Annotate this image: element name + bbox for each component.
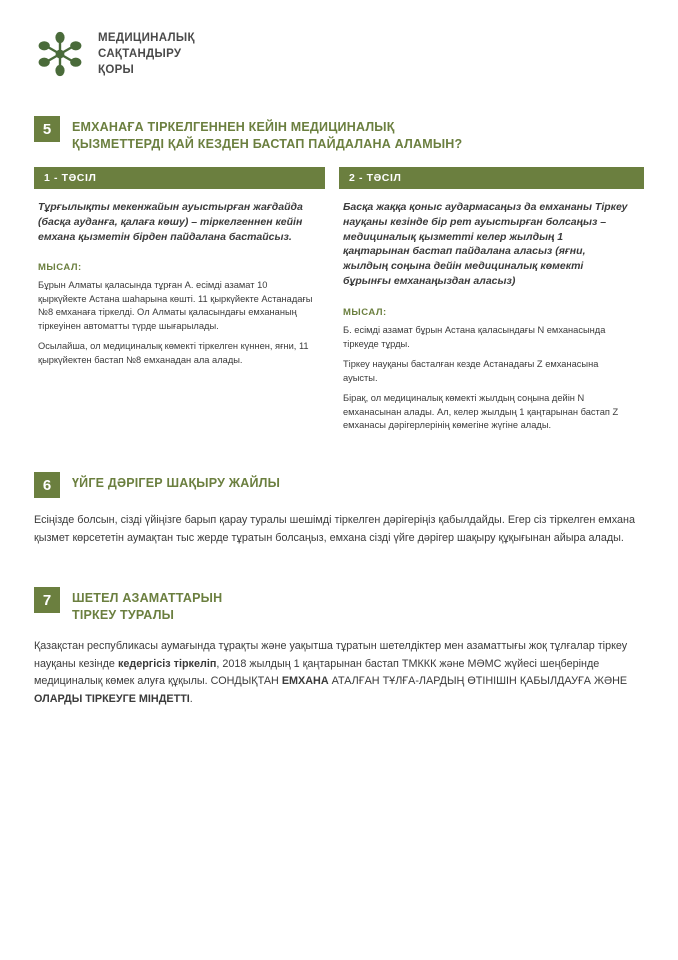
section-5-title-line-2: ҚЫЗМЕТТЕРДІ ҚАЙ КЕЗДЕН БАСТАП ПАЙДАЛАНА АЛАМЫН? [72,136,463,151]
methods-table [34,167,644,433]
logo-line-1: МЕДИЦИНАЛЫҚ [98,31,195,44]
snowflake-logo-icon [34,28,86,80]
method-2-example-paragraph: Бірақ, ол медициналық көмекті жылдың соңына дейін N емханасынан алады. Ал, келер жылдың 1 қаңтарынан бастап Z емханасы дәрігерлерінің көмегіне жүгіне алады. [343,393,619,430]
body-text: . [189,692,193,705]
section-5-title [72,116,462,153]
section-5-header [34,116,644,153]
method-1-example-label: МЫСАЛ: [38,262,82,274]
section-7-title-line-1: ШЕТЕЛ АЗАМАТТАРЫН [72,591,223,606]
method-2-label: 2 - ТӘСІЛ [339,167,644,189]
method-1-text: Тұрғылықты мекенжайын ауыстырған жағдайда (басқа ауданға, қалаға көшу) – тіркелгеннен кейін емхана қызметін бірден пайдалана бастайсыз. [38,200,303,243]
method-2-example-paragraph: Б. есімді азамат бұрын Астана қаласындағы N емханасында тіркеуде тұрды. [343,325,606,349]
section-7 [34,587,644,708]
section-6-header [34,472,644,498]
logo-wordmark [98,30,195,79]
method-1-label: 1 - ТӘСІЛ [34,167,325,189]
logo-line-3: ҚОРЫ [98,64,135,77]
section-7-number: 7 [34,587,60,613]
section-7-header [34,587,644,624]
body-text: , 2018 жылдың 1 қаңтарынан бастап ТМККК және МӘМС жүйесі шеңберінде медициналық көмек алуға құқылы. СОНДЫҚТАН [34,657,600,688]
section-7-title-line-2: ТІРКЕУ ТУРАЛЫ [72,608,175,623]
method-2-column [339,167,644,433]
method-2-text: Басқа жаққа қоныс аудармасаңыз да емхананы Тіркеу науқаны кезінде бір рет ауыстырған болсаңыз – медициналық қызметті келер жылдың 1 қаңтарынан бастап пайдалана аласыз (яғни, жылдың соңына дейін медициналық көмекті бұрынғы емханаңыздан аласыз) [343,200,628,288]
section-7-title [72,587,222,624]
section-6-paragraph: Есіңізде болсын, сізді үйіңізге барып қарау туралы шешімді тіркелген дәрігеріңіз қабылдайды. Егер сіз тіркелген емхана қызмет көрсететін аумақтан тыс жерде тұратын болсаңыз, емхана сізді үйге дәрігер шақыру құқығынан айыра алады. [34,514,635,544]
method-1-body [34,189,325,245]
method-1-example-body [34,273,325,367]
method-2-body [339,189,644,289]
section-5 [34,116,644,432]
section-6-number: 6 [34,472,60,498]
section-5-title-line-1: ЕМХАНАҒА ТІРКЕЛГЕННЕН КЕЙІН МЕДИЦИНАЛЫҚ [72,120,395,134]
section-7-paragraph [34,638,644,708]
method-2-example-paragraph: Тіркеу науқаны басталған кезде Астанадағы Z емханасына ауысты. [343,359,599,383]
section-6-title [72,472,280,492]
body-text: АТАЛҒАН ТҰЛҒА-ЛАРДЫҢ ӨТІНІШІН ҚАБЫЛДАУҒА ЖӘНЕ [328,675,628,688]
logo-line-2: САҚТАНДЫРУ [98,47,182,60]
logo-header [34,28,644,80]
method-1-example-paragraph: Осылайша, ол медициналық көмекті тіркелген күннен, яғни, 11 қыркүйектен бастап №8 емханадан ала алады. [38,341,309,365]
method-1-column [34,167,339,433]
method-2-example-label: МЫСАЛ: [343,307,387,319]
section-5-number: 5 [34,116,60,142]
method-1-example-paragraph: Бұрын Алматы қаласында тұрған А. есімді азамат 10 қыркүйекте Астана шаһарына көшті. 11 қыркүйекте Астанадағы №8 емханаға тіркелді. Ол Алматы қаласындағы емхананың тіркеуінен автоматты түрде шығарылады. [38,280,313,331]
emphasis-text: кедергісіз тіркеліп [117,657,217,670]
body-text: Қазақстан республикасы аумағында тұрақты және уақытша тұратын шетелдіктер мен азаматтығы жоқ тұлғалар тіркеу науқаны кезінде [34,640,628,670]
method-2-example-body [339,318,644,432]
section-6-title-line-1: ҮЙГЕ ДӘРІГЕР ШАҚЫРУ ЖАЙЛЫ [72,476,281,491]
emphasis-text: ОЛАРДЫ ТІРКЕУГЕ МІНДЕТТІ [34,692,190,705]
emphasis-text: ЕМХАНА [281,675,329,688]
section-6 [34,472,644,547]
